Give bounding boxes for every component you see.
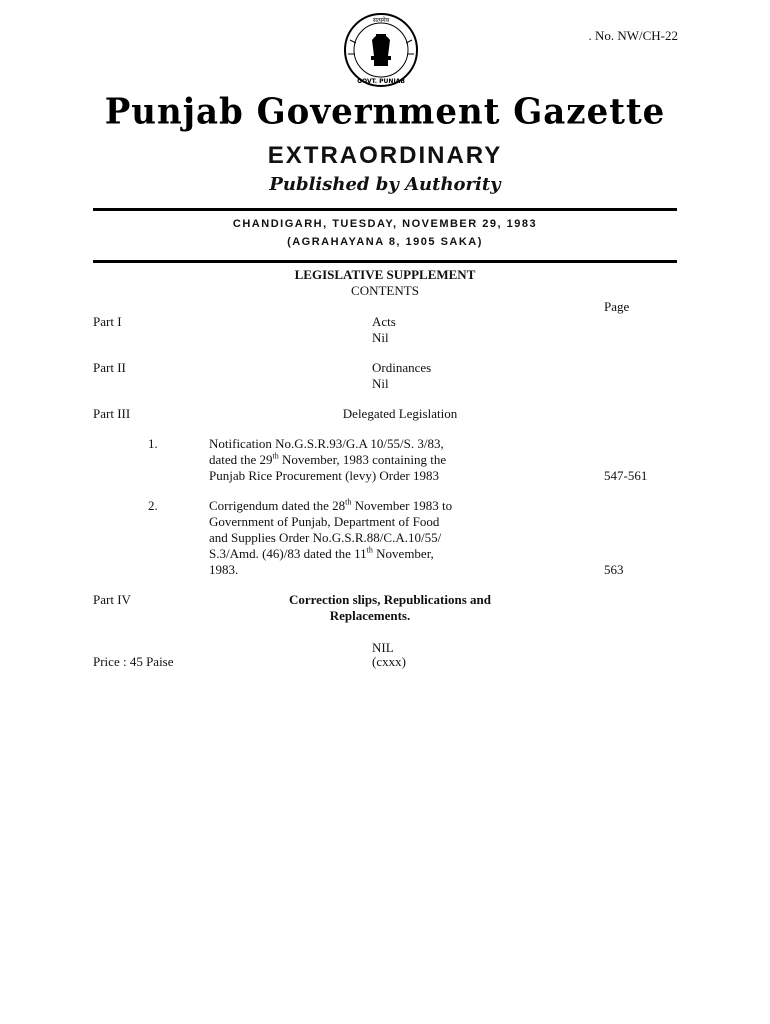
item-text-line: Government of Punjab, Department of Food [209, 514, 440, 529]
item-text-line: Notification No.G.S.R.93/G.A 10/55/S. 3/83, [209, 436, 444, 451]
supplement-title: LEGISLATIVE SUPPLEMENT [294, 267, 476, 282]
emblem-seal-icon [336, 10, 426, 94]
item-text-line: and Supplies Order No.G.S.R.88/C.A.10/55/ [209, 530, 442, 545]
part-label: Part III [93, 406, 131, 421]
part-title-continued: Replacements. [329, 608, 411, 623]
gazette-reference-number: . No. NW/CH-22 [588, 28, 678, 43]
part-title: Acts [372, 314, 396, 329]
page-column-header: Page [604, 299, 630, 314]
part-title: Ordinances [372, 360, 432, 375]
bottom-divider [93, 260, 677, 263]
price: Price : 45 Paise [93, 654, 174, 669]
print-code: (cxxx) [372, 654, 406, 669]
part-title: Correction slips, Republications and [288, 592, 491, 607]
item-text-line: dated the 29th November, 1983 containing the [209, 451, 447, 467]
part-label: Part IV [93, 592, 131, 607]
part-title: Delegated Legislation [342, 406, 458, 421]
item-page-range: 547-561 [604, 468, 648, 483]
top-divider [93, 208, 677, 211]
item-number: 1. [148, 436, 158, 451]
item-text-line: Punjab Rice Procurement (levy) Order 1983 [209, 468, 439, 483]
contents-title: CONTENTS [351, 283, 419, 298]
edition-title: EXTRAORDINARY [267, 142, 503, 169]
seal-text-top: सत्यमेव [372, 17, 390, 24]
part-value: Nil [372, 376, 389, 391]
item-text-line: S.3/Amd. (46)/83 dated the 11th November, [209, 545, 434, 561]
gazette-masthead: Punjab Government Gazette [104, 91, 666, 133]
part-value: Nil [372, 330, 389, 345]
item-text-line: 1983. [209, 562, 239, 577]
item-page-range: 563 [604, 562, 624, 577]
part-label: Part I [93, 314, 122, 329]
item-number: 2. [148, 498, 158, 513]
part-label: Part II [93, 360, 126, 375]
saka-date-line: (AGRAHAYANA 8, 1905 SAKA) [287, 236, 483, 248]
date-line: CHANDIGARH, TUESDAY, NOVEMBER 29, 1983 [232, 218, 538, 230]
part-value: NIL [372, 640, 394, 655]
published-by-authority: Published by Authority [269, 174, 501, 195]
seal-text-bottom: GOVT. PUNJAB [357, 78, 405, 85]
item-text-line: Corrigendum dated the 28th November 1983 to [209, 497, 453, 513]
